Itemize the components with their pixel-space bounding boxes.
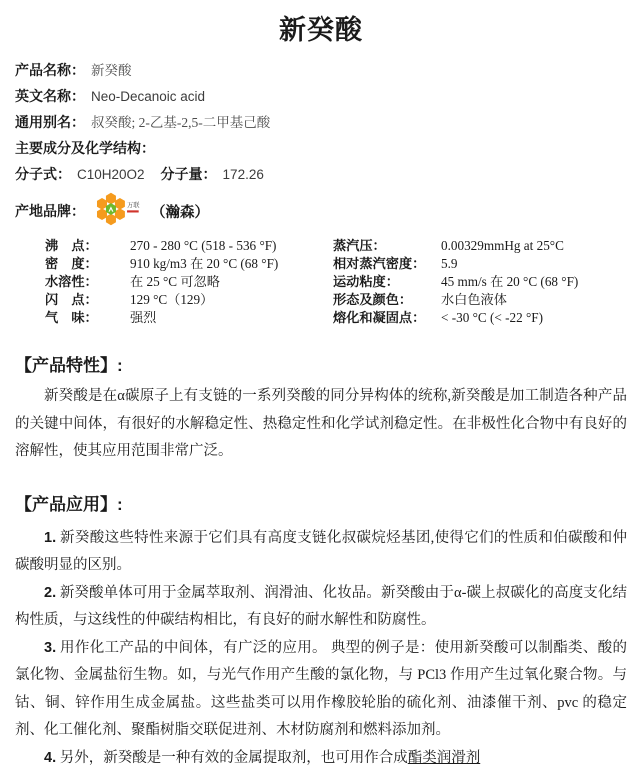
logo-text: 万联: [127, 200, 140, 209]
flash-point-value: 129 °C（129）: [130, 291, 333, 309]
application-number: 4.: [44, 750, 56, 766]
structure-heading: 主要成分及化学结构：: [15, 141, 155, 156]
application-item-4: [15, 745, 627, 772]
molecular-formula-value: C10H20O2: [77, 167, 145, 182]
water-solubility-value: 在 25 °C 可忽略: [130, 273, 333, 291]
molecular-formula-label: 分子式：: [15, 167, 71, 182]
page-title: 新癸酸: [15, 8, 627, 47]
brand-label: 产地品牌：: [15, 201, 85, 221]
kinematic-viscosity-label: 运动粘度：: [333, 273, 441, 291]
applications-list: [15, 525, 627, 772]
vapor-pressure-label: 蒸汽压：: [333, 237, 441, 255]
product-name-value: 新癸酸: [91, 63, 132, 78]
info-row-aliases: [15, 115, 627, 130]
relative-vapor-density-label: 相对蒸汽密度：: [333, 255, 441, 273]
application-text: 用作化工产品的中间体，有广泛的应用。 典型的例子是：使用新癸酸可以制酯类、酸的氯化物、金属盐衍生物。如，与光气作用产生酸的氯化物，与 PCl3 作用产生过氧化聚合物。与钴、铜、锌作用生成金属盐。这些盐类可以用作橡胶轮胎的硫化剂、油漆催干剂、pvc 的稳定剂、化工催化剂、聚酯树脂交联促进剂、木材防腐剂和燃料添加剂。: [15, 640, 627, 739]
properties-table: [45, 237, 627, 327]
features-heading: 【产品特性】:: [15, 351, 627, 376]
application-text: 另外，新癸酸是一种有效的金属提取剂，也可用作合成: [60, 750, 408, 766]
structure-heading-row: [15, 141, 627, 156]
brand-row: [15, 193, 627, 229]
underlined-term: 酯类润滑剂: [408, 750, 481, 766]
kinematic-viscosity-value: 45 mm/s 在 20 °C (68 °F): [441, 273, 627, 291]
water-solubility-label: 水溶性：: [45, 273, 130, 291]
application-item-1: [15, 525, 627, 580]
application-item-3: [15, 635, 627, 745]
application-number: 1.: [44, 530, 56, 546]
formula-row: [15, 167, 627, 182]
application-text: 新癸酸单体可用于金属萃取剂、润滑油、化妆品。新癸酸由于α-碳上叔碳化的高度支化结构性质，与这线性的仲碳结构相比，有良好的耐水解性和防腐性。: [15, 585, 627, 629]
form-color-value: 水白色液体: [441, 291, 627, 309]
boiling-point-value: 270 - 280 °C (518 - 536 °F): [130, 237, 333, 255]
aliases-value: 叔癸酸; 2-乙基-2,5-二甲基己酸: [91, 115, 270, 130]
english-name-label: 英文名称：: [15, 89, 85, 104]
vapor-pressure-value: 0.00329mmHg at 25°C: [441, 237, 627, 255]
application-number: 3.: [44, 640, 56, 656]
boiling-point-label: 沸 点：: [45, 237, 130, 255]
application-number: 2.: [44, 585, 56, 601]
info-row-english-name: [15, 89, 627, 104]
property-row: [45, 255, 627, 273]
molecular-weight-value: 172.26: [223, 167, 264, 182]
flash-point-label: 闪 点：: [45, 291, 130, 309]
property-row: [45, 273, 627, 291]
relative-vapor-density-value: 5.9: [441, 255, 627, 273]
melting-freezing-point-label: 熔化和凝固点：: [333, 309, 441, 327]
property-row: [45, 309, 627, 327]
english-name-value: Neo-Decanoic acid: [91, 89, 205, 104]
property-row: [45, 237, 627, 255]
info-row-product-name: [15, 63, 627, 78]
property-row: [45, 291, 627, 309]
product-name-label: 产品名称：: [15, 63, 85, 78]
form-color-label: 形态及颜色：: [333, 291, 441, 309]
aliases-label: 通用别名：: [15, 115, 85, 130]
application-item-2: [15, 580, 627, 635]
application-text: 新癸酸这些特性来源于它们具有高度支链化叔碳烷烃基团,使得它们的性质和伯碳酸和仲碳酸明显的区别。: [15, 530, 627, 574]
density-label: 密 度：: [45, 255, 130, 273]
melting-freezing-point-value: < -30 °C (< -22 °F): [441, 309, 627, 327]
applications-heading: 【产品应用】:: [15, 490, 627, 515]
odor-value: 强烈: [130, 309, 333, 327]
brand-name: （瀚森）: [151, 201, 209, 222]
molecular-weight-label: 分子量：: [161, 167, 217, 182]
features-paragraph: 新癸酸是在α碳原子上有支链的一系列癸酸的同分异构体的统称,新癸酸是加工制造各种产品的关键中间体，有很好的水解稳定性、热稳定性和化学试剂稳定性。在非极性化合物中有良好的溶解性，使其应用范围非常广泛。: [15, 383, 627, 466]
density-value: 910 kg/m3 在 20 °C (68 °F): [130, 255, 333, 273]
honeycomb-logo-icon: [93, 192, 145, 231]
odor-label: 气 味：: [45, 309, 130, 327]
